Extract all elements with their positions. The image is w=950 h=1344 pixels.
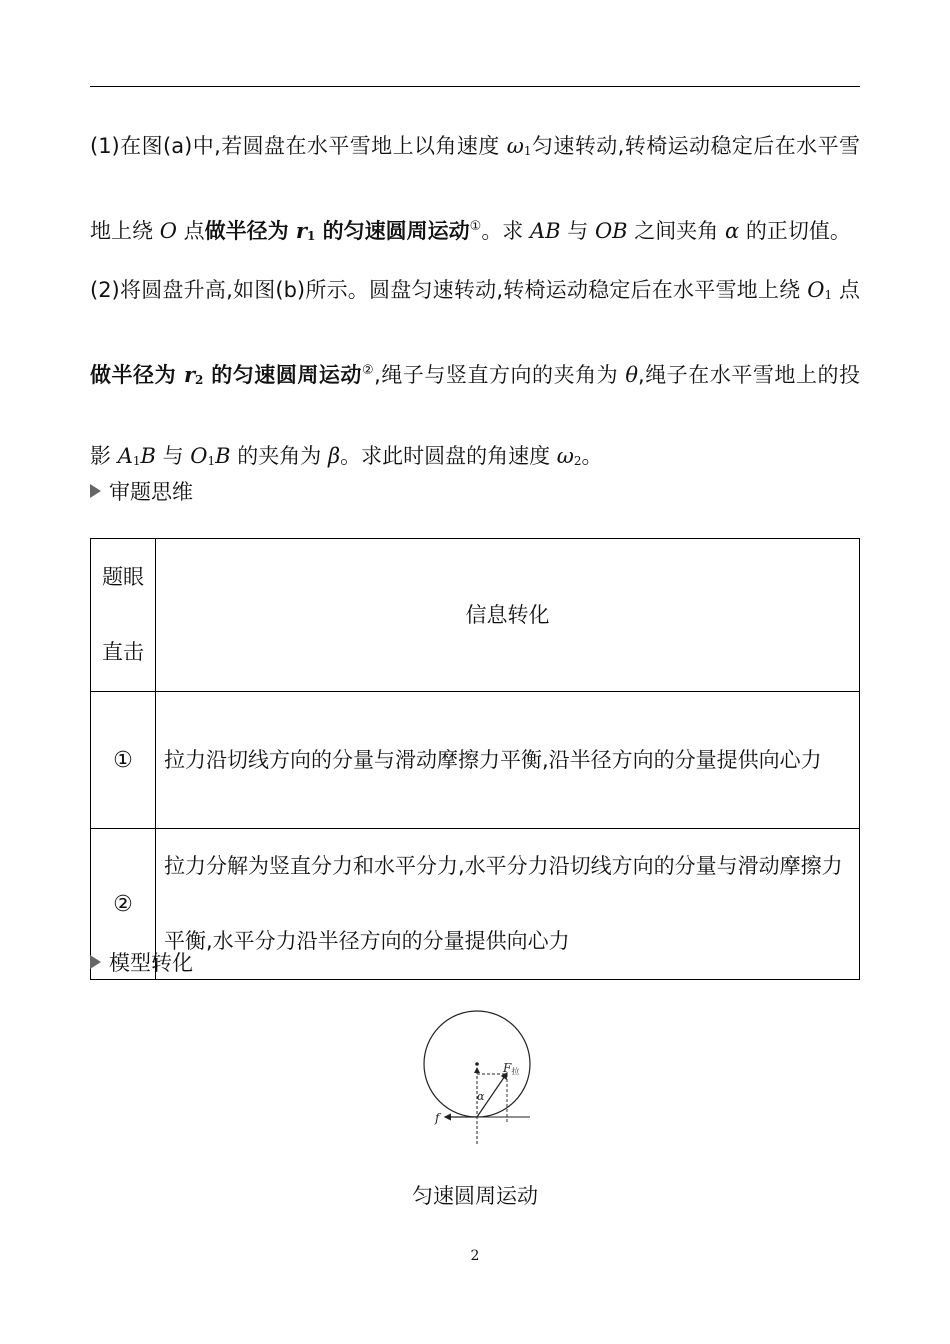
section-model: [90, 947, 193, 977]
table-row: [91, 829, 860, 980]
label-F: F拉: [503, 1061, 520, 1076]
figure-caption: 匀速圆周运动: [412, 1184, 538, 1208]
row-mark: ①: [91, 692, 156, 829]
section-model-title: 模型转化: [109, 951, 193, 975]
header-left-cell: 题眼 直击: [91, 539, 156, 692]
section-thinking: [90, 476, 193, 506]
triangle-bullet-icon: [90, 955, 101, 969]
footnote-mark-2: ②: [361, 363, 375, 378]
page-number: 2: [470, 1248, 480, 1264]
key-phrase-2: 做半径为 r2 的匀速圆周运动: [90, 362, 362, 387]
label-f: f: [435, 1111, 440, 1125]
footnote-mark-1: ①: [469, 219, 482, 234]
row-mark: ②: [91, 829, 156, 980]
problem-part-2: (2)将圆盘升高,如图(b)所示。圆盘匀速转动,转椅运动稳定后在水平雪地上绕 O1 点做半径为 r2 的匀速圆周运动②,绳子与竖直方向的夹角为 θ,绳子在水平雪地上的投影 A1B 与 O1B 的夹角为 β。求此时圆盘的角速度 ω2。: [90, 278, 860, 468]
table-row: [91, 692, 860, 829]
row-text: 拉力分解为竖直分力和水平分力,水平分力沿切线方向的分量与滑动摩擦力平衡,水平分力沿半径方向的分量提供向心力: [156, 829, 860, 980]
table-header-row: [91, 539, 860, 692]
section-thinking-title: 审题思维: [109, 480, 193, 504]
force-diagram-svg: [415, 1010, 540, 1150]
center-point: [475, 1062, 479, 1066]
header-rule: [90, 86, 860, 87]
info-table: [90, 538, 860, 980]
row-text: 拉力沿切线方向的分量与滑动摩擦力平衡,沿半径方向的分量提供向心力: [156, 692, 860, 829]
force-diagram: [415, 1010, 540, 1150]
triangle-bullet-icon: [90, 484, 101, 498]
label-alpha: α: [477, 1090, 485, 1103]
problem-part-1: (1)在图(a)中,若圆盘在水平雪地上以角速度 ω1匀速转动,转椅运动稳定后在水平雪地上绕 O 点做半径为 r1 的匀速圆周运动①。求 AB 与 OB 之间夹角 α 的正切值。: [90, 134, 860, 243]
header-right-cell: 信息转化: [156, 539, 860, 692]
key-phrase-1: 做半径为 r1 的匀速圆周运动: [204, 218, 470, 243]
